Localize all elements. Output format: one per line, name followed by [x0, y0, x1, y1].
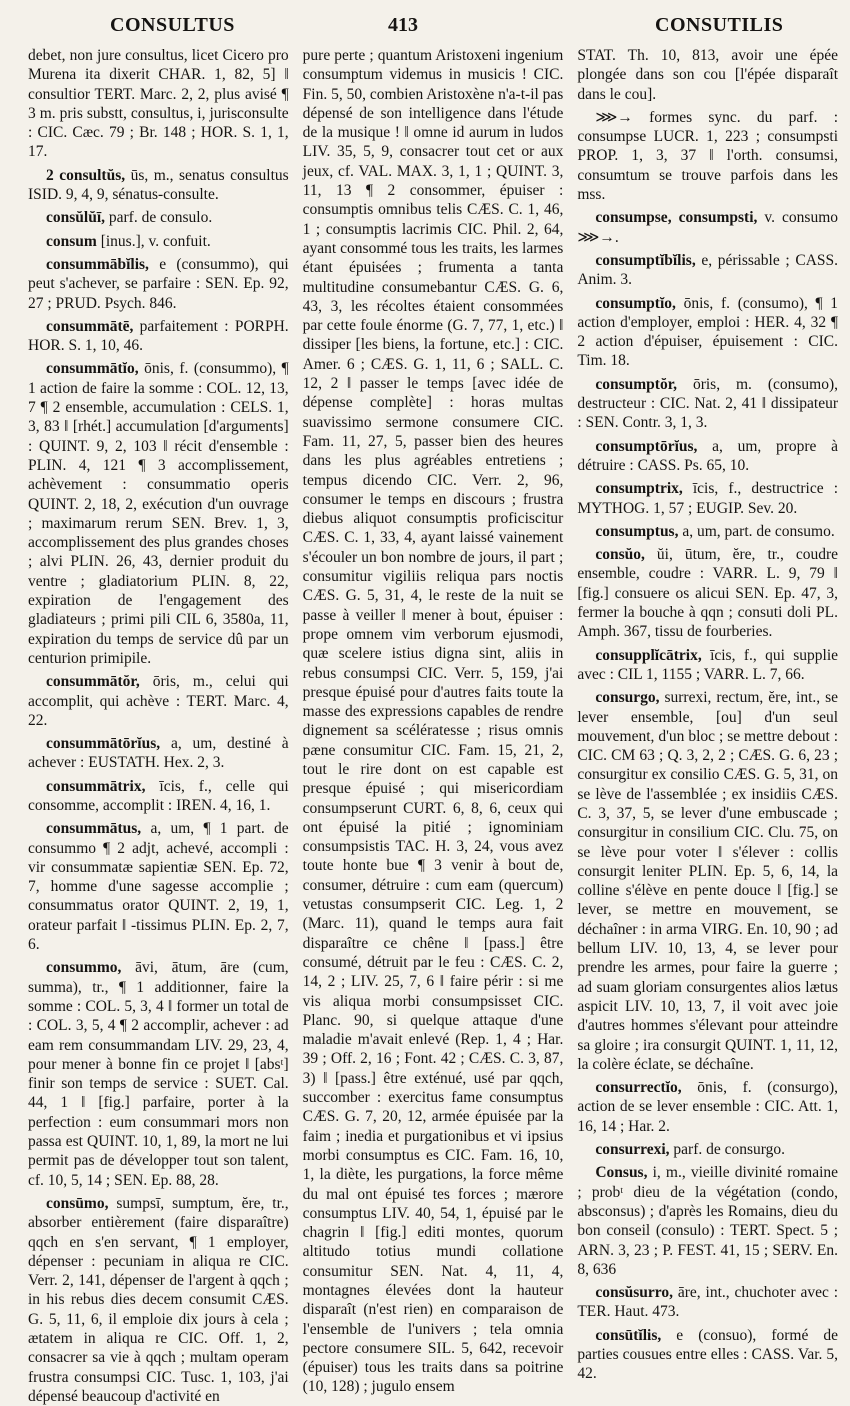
- entry-headword: consummo,: [46, 959, 122, 977]
- entry-headword: consummātĭo,: [46, 360, 139, 378]
- entry-text: īcis, f., celle qui consomme, accomplit : IREN. 4, 16, 1.: [28, 777, 289, 814]
- entry-headword: consummātē,: [46, 317, 134, 335]
- dictionary-entry: [577, 479, 838, 518]
- entry-headword: consumptĭbĭlis,: [595, 251, 696, 269]
- dictionary-entry: [577, 545, 838, 641]
- entry-text: surrexi, rectum, ĕre, int., se lever ensemble, [ou] d'un seul mouvement, d'un bloc ; se mettre debout : CIC. CM 63 ; Q. 3, 2, 2 ; CÆS. G. 6, 23 ; consurgitur ex consilio CÆS. G. 5, 31, on se lève de l'assemblée ; ex insidiis CÆS. C. 3, 37, 5, se lever d'une embuscade ; consurgitur in consilium CIC. Clu. 75, on se lève pour voter ‖ s'élever : collis consurgit leniter PLIN. Ep. 5, 6, 14, la colline s'élève en pente douce ‖ [fig.] se lever, se mettre en mouvement, se déchaîner : in arma VIRG. En. 10, 90 ; ad bellum LIV. 10, 13, 4, se lever pour prendre les armes, pour faire la guerre ; ad suam gloriam consurgentes alios lætus aspicit LIV. 10, 13, 7, il voit avec joie d'autres hommes s'élevant pour atteindre sa gloire ; ira consurgit QUINT. 1, 11, 12, la colère éclate, se déchaîne.: [577, 689, 839, 1073]
- entry-text: ōris, m. (consumo), destructeur : CIC. Nat. 2, 41 ‖ dissipateur : SEN. Contr. 3, 1, 3.: [577, 375, 839, 432]
- entry-headword: 2 consultŭs,: [46, 166, 126, 184]
- entry-text: ōnis, f. (consummo), ¶ 1 action de faire la somme : COL. 12, 13, 7 ¶ 2 ensemble, accumulation : CELS. 1, 3, 83 ‖ [rhét.] accumulation [d'arguments] : QUINT. 9, 2, 103 ‖ récit d'ensemble : PLIN. 4, 121 ¶ 3 accomplissement, achèvement : consummatio operis QUINT. 2, 18, 2, exécution d'un ouvrage ; maximarum rerum SEN. Brev. 1, 3, accomplissement des plus grandes choses ; alvi PLIN. 26, 43, dernier produit du ventre ; gladiatorium PLIN. 8, 22, expiration de l'engagement des gladiateurs ; primi pili CIL 6, 3580a, 11, expiration du temps de service dû par un centurion primipile.: [28, 360, 289, 667]
- dictionary-entry: [577, 688, 838, 1074]
- entry-headword: Consus,: [595, 1164, 648, 1182]
- page-number: 413: [388, 14, 418, 36]
- entry-text: āvi, ātum, āre (cum, summa), tr., ¶ 1 additionner, faire la somme : COL. 5, 3, 4 ‖ former un total de : COL. 3, 5, 4 ¶ 2 accomplir, achever : ad eam rem consummandam LIV. 29, 23, 4, pour mener à bonne fin ce projet ‖ [absᵗ] finir son temps de service : SUET. Cal. 44, 1 ‖ [fig.] parfaire, porter à la perfection : eum consummari mors non passa est QUINT. 10, 1, 89, la mort ne lui permit pas de développer tout son talent, cf. 10, 5, 14 ; SEN. Ep. 88, 28.: [28, 959, 289, 1189]
- dictionary-entry: [28, 359, 289, 668]
- dictionary-entry: [28, 166, 289, 205]
- column-middle: [302, 46, 564, 1396]
- dictionary-entry: [577, 251, 838, 290]
- column-right: [577, 46, 839, 1383]
- dictionary-entry: [28, 672, 289, 730]
- entry-headword: consŭsurro,: [595, 1284, 674, 1302]
- dictionary-entry: [28, 734, 289, 773]
- entry-text: a, um, ¶ 1 part. de consummo ¶ 2 adjt, achevé, accompli : vir consummatæ sapientiæ SEN. Ep. 72, 7, homme d'une sagesse accomplie ; consummatus orator QUINT. 2, 19, 1, orateur parfait ‖ -tissimus PLIN. Ep. 2, 7, 6.: [28, 820, 289, 954]
- dictionary-entry: [577, 646, 838, 685]
- entry-headword: consŭo,: [595, 546, 645, 564]
- entry-text: pure perte ; quantum Aristoxeni ingenium consumptum videmus in musicis ! CIC. Fin. 5, 50, combien Aristoxène n'a-t-il pas dépensé de son intelligence dans l'étude de la musique ! ‖ omne id aurum in ludos LIV. 35, 5, 9, consacrer tout cet or aux jeux, cf. VAL. MAX. 3, 1, 1 ; QUINT. 3, 11, 13 ¶ 2 consommer, épuiser : consumptis omnibus telis CÆS. C. 1, 46, 1 ; consumptis lacrimis CIC. Phil. 2, 64, ayant consommé tous les traits, les larmes étant épuisées ; frumenta a tanta multitudine consumebantur CÆS. G. 6, 43, 3, les récoltes étaient consommées par cette foule énorme (G. 7, 77, 1, etc.) ‖ dissiper [les biens, la fortune, etc.] : CIC. Amer. 6 ; CÆS. G. 1, 11, 6 ; SALL. C. 12, 2 ‖ passer le temps [avec idée de dépense complète] : horas multas suavissimo sermone consumere CIC. Fam. 11, 27, 5, passer bien des heures dans les plus agréables entretiens ; tempus dicendo CIC. Verr. 2, 96, consumer le temps en discours ; frustra diebus aliquot consumptis proficiscitur CÆS. C. 1, 33, 4, ayant laissé vainement s'écouler un bon nombre de jours, il part ; consumitur vigiliis reliqua pars noctis CÆS. G. 5, 31, 4, le reste de la nuit se passe à veiller ‖ mener à bout, épuiser : prope omnem vim verborum ejusmodi, quæ scelere istius digna sint, aliis in rebus consumpsi CIC. Verr. 5, 159, j'ai presque épuisé pour d'autres faits toute la masse des expressions capables de rendre dignement sa scélératesse ; risus omnis pæne consumitur CIC. Fam. 15, 21, 2, tout le rire dont on est capable est presque épuisé ; qui misericordiam consumpserunt CURT. 6, 8, 6, ceux qui ont épuisé la pitié ; ignominiam consumpsistis TAC. H. 3, 24, vous avez toute honte bue ¶ 3 venir à bout de, consumer, détruire : cum eam (quercum) vetustas consumpserit CIC. Leg. 1, 2 (Marc. 11), quand le temps aura fait disparaître ce chêne ‖ [pass.] être consumé, détruit par le feu : CÆS. C. 2, 14, 2 ; LIV. 25, 7, 6 ‖ faire périr : si me vis aliqua morbi consumpsisset CIC. Planc. 90, si quelque attaque d'une maladie m'avait enlevé (Rep. 1, 4 ; Har. 39 ; Off. 2, 16 ; Font. 42 ; CÆS. C. 3, 87, 3) ‖ [pass.] être exténué, usé par qqch, succomber : exercitus fame consumptus CÆS. G. 7, 20, 12, armée épuisée par la faim ; inedia et purgationibus et vi ipsius morbi consumptus es CIC. Fam. 16, 10, 1, la diète, les purgations, la force même du mal ont épuisé tes forces ; mærore consumptus LIV. 40, 54, 1, épuisé par le chagrin ‖ [fig.] editi montes, quorum altitudo totius mundi collatione consumitur SEN. Nat. 4, 11, 4, montagnes élevées dont la hauteur disparaît (n'est rien) en comparaison de l'ensemble de l'univers ; tela omnia pectore consumere SIL. 5, 642, recevoir (épuiser) tous les traits dans sa poitrine (10, 128) ; jugulo ensem: [302, 47, 564, 1396]
- entry-text: ōnis, f. (consurgo), action de se lever ensemble : CIC. Att. 1, 16, 14 ; Har. 2.: [577, 1079, 839, 1135]
- dictionary-entry: [577, 437, 838, 476]
- entry-headword: consummābĭlis,: [46, 255, 149, 273]
- entry-headword: consummātōrĭus,: [46, 735, 161, 753]
- entry-text: ūs, m., senatus consultus ISID. 9, 4, 9, sénatus-consulte.: [28, 166, 289, 204]
- entry-text: debet, non jure consultus, licet Cicero pro Murena ita dixerit CHAR. 1, 82, 5] ‖ consultior TERT. Marc. 2, 2, plus avisé ¶ 3 m. pris substt, consultus, i, jurisconsulte : CIC. Cæc. 79 ; Br. 148 ; HOR. S. 1, 1, 17.: [28, 47, 289, 161]
- entry-headword: consupplĭcātrix,: [595, 646, 702, 664]
- dictionary-entry: [28, 232, 289, 251]
- entry-headword: consūtĭlis,: [595, 1326, 662, 1344]
- entry-text: e (consummo), qui peut s'achever, se parfaire : SEN. Ep. 92, 27 ; PRUD. Psych. 846.: [28, 255, 289, 312]
- dictionary-entry: [577, 294, 838, 371]
- entry-text: ōris, m., celui qui accomplit, qui achève : TERT. Marc. 4, 22.: [28, 673, 289, 729]
- entry-headword: consumptus,: [595, 522, 679, 540]
- entry-text: v. consumo ⋙→.: [577, 209, 839, 246]
- text-columns: [0, 46, 850, 1405]
- dictionary-entry: [28, 46, 289, 162]
- entry-headword: consumptrix,: [595, 480, 683, 498]
- dictionary-entry: [577, 375, 838, 433]
- entry-headword: consumptŏr,: [595, 375, 678, 393]
- dictionary-entry: [577, 208, 838, 247]
- entry-text: i, m., vieille divinité romaine ; probᵗ dieu de la végétation (condo, absconsus) ; d'après les Romains, dieu du bon conseil (consulo) : TERT. Spect. 5 ; ARN. 3, 23 ; P. FEST. 41, 15 ; SERV. En. 8, 636: [577, 1164, 839, 1278]
- dictionary-entry: [28, 777, 289, 816]
- entry-headword: consummātŏr,: [46, 673, 140, 691]
- entry-text: ⋙→ formes sync. du parf. : consumpse LUCR. 1, 223 ; consumpsti PROP. 1, 3, 37 ‖ l'orth. consumsi, consumtum se trouve parfois dans les mss.: [577, 108, 839, 204]
- dictionary-entry: [28, 819, 289, 954]
- entry-text: īcis, f., qui supplie avec : CIL 1, 1155 ; VARR. L. 7, 66.: [577, 646, 839, 683]
- entry-text: [inus.], v. confuit.: [100, 232, 211, 250]
- entry-headword: consumptĭo,: [595, 294, 676, 312]
- entry-text: parf. de consurgo.: [673, 1141, 786, 1159]
- dictionary-entry: [28, 255, 289, 313]
- entry-headword: consurrectĭo,: [595, 1079, 682, 1097]
- entry-text: ōnis, f. (consumo), ¶ 1 action d'employer, emploi : HER. 4, 32 ¶ 2 action d'épuiser, épuisement : CIC. Tim. 18.: [577, 294, 839, 370]
- entry-text: a, um, propre à détruire : CASS. Ps. 65, 10.: [577, 437, 839, 474]
- dictionary-entry: [28, 208, 289, 227]
- entry-headword: consumptōrĭus,: [595, 437, 698, 455]
- entry-text: īcis, f., destructrice : MYTHOG. 1, 57 ; EUGIP. Sev. 20.: [577, 480, 839, 517]
- running-head-right: CONSUTILIS: [655, 14, 784, 36]
- entry-text: parf. de consulo.: [108, 209, 213, 227]
- dictionary-entry: [577, 1078, 838, 1136]
- dictionary-entry: [577, 522, 838, 541]
- entry-text: ŭi, ūtum, ĕre, tr., coudre ensemble, coudre : VARR. L. 9, 79 ‖ [fig.] consuere os alicui SEN. Ep. 47, 3, fermer la bouche à qqn ; consuti doli PL. Amph. 367, tissu de fourberies.: [577, 546, 839, 641]
- entry-headword: consurgo,: [595, 689, 660, 707]
- entry-headword: consum: [46, 232, 97, 250]
- dictionary-entry: [303, 46, 564, 1397]
- entry-headword: consurrexi,: [595, 1141, 670, 1159]
- entry-headword: consummātus,: [46, 820, 142, 838]
- dictionary-entry: [577, 46, 838, 104]
- entry-headword: consummātrix,: [46, 777, 146, 795]
- dictionary-entry: [28, 317, 289, 356]
- entry-text: āre, int., chuchoter avec : TER. Haut. 473.: [577, 1284, 839, 1321]
- running-head-left: CONSULTUS: [110, 14, 235, 36]
- entry-text: STAT. Th. 10, 813, avoir une épée plongée dans son cou [l'épée disparaît dans le cou].: [577, 47, 839, 103]
- dictionary-entry: [28, 958, 289, 1190]
- entry-headword: consumpse, consumpsti,: [595, 209, 758, 227]
- entry-text: a, um, part. de consumo.: [682, 522, 835, 540]
- entry-text: parfaitement : PORPH. HOR. S. 1, 10, 46.: [28, 317, 289, 355]
- dictionary-entry: [577, 1163, 838, 1279]
- entry-headword: consŭlŭī,: [46, 209, 106, 227]
- dictionary-entry: [28, 1194, 289, 1406]
- entry-text: e (consuo), formé de parties cousues entre elles : CASS. Var. 5, 42.: [577, 1326, 839, 1383]
- entry-headword: consūmo,: [46, 1194, 109, 1212]
- entry-text: sumpsī, sumptum, ĕre, tr., absorber entièrement (faire disparaître) qqch en s'en servant, ¶ 1 employer, dépenser : pecuniam in aliqua re CIC. Verr. 2, 141, dépenser de l'argent à qqch ; in his rebus dies decem consumit CÆS. G. 5, 11, 6, il emploie dix jours à cela ; ætatem in aliqua re CIC. Off. 1, 2, consacrer sa vie à qqch ; multam operam frustra consumpsi CIC. Tusc. 1, 103, j'ai dépensé beaucoup d'activité en: [28, 1194, 289, 1405]
- dictionary-entry: [577, 1326, 838, 1384]
- column-left: [28, 46, 289, 1405]
- entry-text: e, périssable ; CASS. Anim. 3.: [577, 251, 839, 289]
- entry-text: a, um, destiné à achever : EUSTATH. Hex. 2, 3.: [28, 735, 289, 772]
- page-header: [0, 8, 850, 44]
- dictionary-entry: [577, 1283, 838, 1322]
- dictionary-entry: [577, 108, 838, 204]
- dictionary-entry: [577, 1140, 838, 1159]
